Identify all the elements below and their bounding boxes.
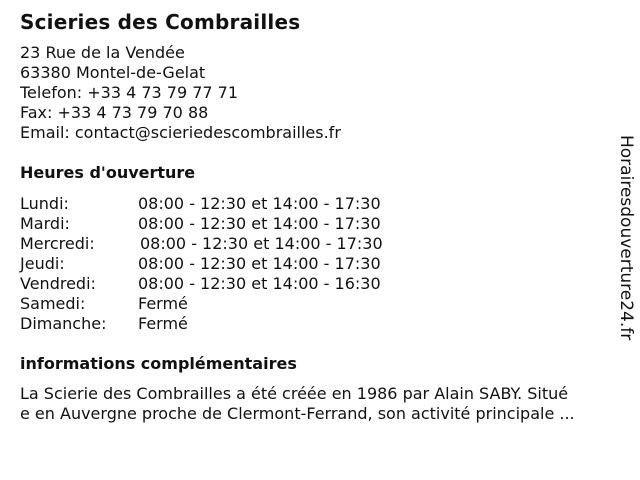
info-heading: informations complémentaires <box>20 354 297 373</box>
business-name: Scieries des Combrailles <box>20 10 301 34</box>
time-value: 08:00 - 12:30 et 14:00 - 17:30 <box>140 234 383 253</box>
contact-block <box>20 43 341 143</box>
time-value: 08:00 - 12:30 et 14:00 - 17:30 <box>138 214 381 233</box>
day-label: Mercredi: <box>20 234 95 253</box>
email-address: Email: contact@scieriedescombrailles.fr <box>20 123 341 142</box>
day-label: Lundi: <box>20 194 69 213</box>
day-label: Jeudi: <box>20 254 65 273</box>
address-street: 23 Rue de la Vendée <box>20 43 185 62</box>
day-label: Dimanche: <box>20 314 107 333</box>
time-value: 08:00 - 12:30 et 14:00 - 17:30 <box>138 194 381 213</box>
info-line: La Scierie des Combrailles a été créée en 1986 par Alain SABY. Situé <box>20 384 569 403</box>
hours-heading: Heures d'ouverture <box>20 163 196 182</box>
address-city: 63380 Montel-de-Gelat <box>20 63 206 82</box>
day-label: Vendredi: <box>20 274 96 293</box>
day-label: Mardi: <box>20 214 70 233</box>
day-label: Samedi: <box>20 294 86 313</box>
info-line: e en Auvergne proche de Clermont-Ferrand, son activité principale ... <box>20 404 575 423</box>
phone-number: Telefon: +33 4 73 79 77 71 <box>20 83 239 102</box>
time-value: Fermé <box>138 294 188 313</box>
watermark <box>614 135 636 345</box>
time-value: 08:00 - 12:30 et 14:00 - 16:30 <box>138 274 381 293</box>
time-value: 08:00 - 12:30 et 14:00 - 17:30 <box>138 254 381 273</box>
info-description <box>20 384 575 424</box>
watermark-text: Horairesdouverture24.fr <box>616 135 636 341</box>
time-value: Fermé <box>138 314 188 333</box>
fax-number: Fax: +33 4 73 79 70 88 <box>20 103 209 122</box>
